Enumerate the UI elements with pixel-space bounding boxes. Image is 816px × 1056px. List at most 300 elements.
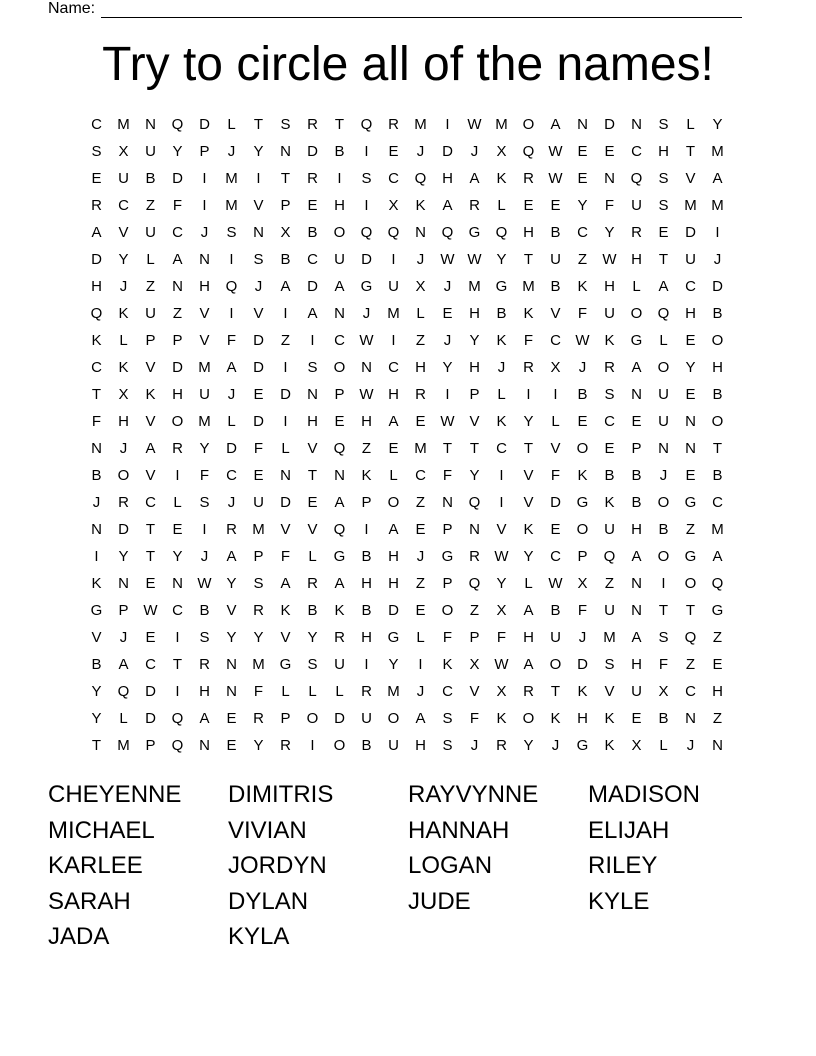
grid-letter[interactable]: M bbox=[414, 440, 427, 457]
grid-letter[interactable]: Y bbox=[523, 413, 534, 430]
grid-letter[interactable]: Z bbox=[685, 521, 696, 538]
grid-letter[interactable]: C bbox=[496, 440, 507, 457]
grid-letter[interactable]: V bbox=[307, 440, 318, 457]
grid-letter[interactable]: V bbox=[604, 683, 615, 700]
grid-letter[interactable]: W bbox=[494, 656, 509, 673]
grid-letter[interactable]: B bbox=[712, 467, 723, 484]
grid-letter[interactable]: R bbox=[307, 170, 318, 187]
grid-letter[interactable]: J bbox=[497, 359, 506, 376]
grid-letter[interactable]: O bbox=[333, 737, 346, 754]
grid-letter[interactable]: R bbox=[523, 359, 534, 376]
grid-letter[interactable]: C bbox=[604, 413, 615, 430]
grid-letter[interactable]: F bbox=[442, 467, 453, 484]
grid-letter[interactable]: J bbox=[470, 737, 479, 754]
grid-letter[interactable]: A bbox=[469, 170, 480, 187]
grid-letter[interactable]: H bbox=[361, 629, 372, 646]
grid-letter[interactable]: M bbox=[468, 278, 481, 295]
grid-letter[interactable]: J bbox=[92, 494, 101, 511]
grid-letter[interactable]: N bbox=[118, 575, 129, 592]
grid-letter[interactable]: Q bbox=[225, 278, 238, 295]
grid-letter[interactable]: N bbox=[631, 116, 642, 133]
grid-letter[interactable]: R bbox=[604, 359, 615, 376]
grid-letter[interactable]: I bbox=[229, 251, 234, 268]
grid-letter[interactable]: G bbox=[576, 737, 589, 754]
grid-letter[interactable]: H bbox=[631, 251, 642, 268]
grid-letter[interactable]: I bbox=[499, 467, 504, 484]
grid-letter[interactable]: H bbox=[469, 305, 480, 322]
grid-letter[interactable]: O bbox=[657, 494, 670, 511]
grid-letter[interactable]: G bbox=[333, 548, 346, 565]
grid-letter[interactable]: Z bbox=[415, 575, 426, 592]
grid-letter[interactable]: C bbox=[145, 656, 156, 673]
grid-letter[interactable]: P bbox=[469, 386, 480, 403]
grid-letter[interactable]: L bbox=[389, 467, 398, 484]
grid-letter[interactable]: C bbox=[685, 278, 696, 295]
grid-letter[interactable]: E bbox=[253, 467, 264, 484]
grid-letter[interactable]: I bbox=[310, 737, 315, 754]
grid-letter[interactable]: C bbox=[388, 359, 399, 376]
grid-letter[interactable]: R bbox=[172, 440, 183, 457]
grid-letter[interactable]: V bbox=[550, 305, 561, 322]
grid-letter[interactable]: H bbox=[631, 521, 642, 538]
grid-letter[interactable]: L bbox=[686, 116, 695, 133]
grid-letter[interactable]: E bbox=[685, 467, 696, 484]
grid-letter[interactable]: S bbox=[280, 116, 291, 133]
grid-letter[interactable]: O bbox=[711, 413, 724, 430]
grid-letter[interactable]: V bbox=[118, 224, 129, 241]
grid-letter[interactable]: D bbox=[604, 116, 615, 133]
grid-letter[interactable]: X bbox=[496, 683, 507, 700]
grid-letter[interactable]: D bbox=[172, 170, 183, 187]
name-underline[interactable] bbox=[101, 3, 742, 18]
grid-letter[interactable]: Q bbox=[333, 440, 346, 457]
grid-letter[interactable]: E bbox=[604, 440, 615, 457]
grid-letter[interactable]: K bbox=[145, 386, 156, 403]
grid-letter[interactable]: F bbox=[523, 332, 534, 349]
grid-letter[interactable]: L bbox=[119, 332, 128, 349]
grid-letter[interactable]: U bbox=[388, 737, 399, 754]
grid-letter[interactable]: V bbox=[91, 629, 102, 646]
grid-letter[interactable]: U bbox=[631, 197, 642, 214]
grid-letter[interactable]: H bbox=[604, 278, 615, 295]
grid-letter[interactable]: H bbox=[199, 278, 210, 295]
grid-letter[interactable]: R bbox=[91, 197, 102, 214]
grid-letter[interactable]: C bbox=[91, 116, 102, 133]
grid-letter[interactable]: R bbox=[523, 683, 534, 700]
grid-letter[interactable]: K bbox=[496, 413, 507, 430]
grid-letter[interactable]: O bbox=[387, 494, 400, 511]
grid-letter[interactable]: W bbox=[548, 170, 563, 187]
grid-letter[interactable]: I bbox=[364, 521, 369, 538]
grid-letter[interactable]: Z bbox=[415, 332, 426, 349]
grid-letter[interactable]: Q bbox=[117, 683, 130, 700]
grid-letter[interactable]: S bbox=[604, 656, 615, 673]
grid-letter[interactable]: D bbox=[145, 710, 156, 727]
grid-letter[interactable]: E bbox=[658, 224, 669, 241]
grid-letter[interactable]: A bbox=[415, 710, 426, 727]
grid-letter[interactable]: J bbox=[227, 386, 236, 403]
grid-letter[interactable]: U bbox=[145, 224, 156, 241]
grid-letter[interactable]: E bbox=[388, 440, 399, 457]
grid-letter[interactable]: Y bbox=[469, 332, 480, 349]
grid-letter[interactable]: U bbox=[604, 521, 615, 538]
grid-letter[interactable]: V bbox=[145, 359, 156, 376]
grid-letter[interactable]: N bbox=[631, 575, 642, 592]
grid-letter[interactable]: Z bbox=[577, 251, 588, 268]
grid-letter[interactable]: M bbox=[387, 683, 400, 700]
grid-letter[interactable]: V bbox=[496, 521, 507, 538]
grid-letter[interactable]: I bbox=[310, 332, 315, 349]
grid-letter[interactable]: I bbox=[499, 494, 504, 511]
grid-letter[interactable]: Q bbox=[468, 575, 481, 592]
grid-letter[interactable]: S bbox=[658, 629, 669, 646]
grid-letter[interactable]: M bbox=[711, 521, 724, 538]
grid-letter[interactable]: S bbox=[658, 197, 669, 214]
grid-letter[interactable]: P bbox=[253, 548, 264, 565]
grid-letter[interactable]: F bbox=[658, 656, 669, 673]
grid-letter[interactable]: L bbox=[227, 413, 236, 430]
grid-letter[interactable]: G bbox=[684, 494, 697, 511]
grid-letter[interactable]: I bbox=[202, 170, 207, 187]
grid-letter[interactable]: B bbox=[631, 494, 642, 511]
grid-letter[interactable]: E bbox=[388, 143, 399, 160]
grid-letter[interactable]: K bbox=[280, 602, 291, 619]
grid-letter[interactable]: B bbox=[550, 278, 561, 295]
grid-letter[interactable]: X bbox=[118, 386, 129, 403]
grid-letter[interactable]: R bbox=[280, 737, 291, 754]
grid-letter[interactable]: O bbox=[117, 467, 130, 484]
grid-letter[interactable]: H bbox=[307, 413, 318, 430]
grid-letter[interactable]: K bbox=[334, 602, 345, 619]
grid-letter[interactable]: L bbox=[308, 683, 317, 700]
grid-letter[interactable]: E bbox=[415, 413, 426, 430]
grid-letter[interactable]: L bbox=[659, 332, 668, 349]
grid-letter[interactable]: A bbox=[226, 548, 237, 565]
grid-letter[interactable]: H bbox=[523, 629, 534, 646]
grid-letter[interactable]: J bbox=[200, 224, 209, 241]
grid-letter[interactable]: U bbox=[658, 386, 669, 403]
word-search-grid[interactable] bbox=[83, 111, 731, 759]
grid-letter[interactable]: Q bbox=[657, 305, 670, 322]
grid-letter[interactable]: M bbox=[387, 305, 400, 322]
grid-letter[interactable]: Y bbox=[496, 251, 507, 268]
grid-letter[interactable]: U bbox=[604, 305, 615, 322]
grid-letter[interactable]: E bbox=[226, 737, 237, 754]
grid-letter[interactable]: S bbox=[658, 170, 669, 187]
grid-letter[interactable]: G bbox=[360, 278, 373, 295]
grid-letter[interactable]: P bbox=[631, 440, 642, 457]
grid-letter[interactable]: I bbox=[364, 656, 369, 673]
grid-letter[interactable]: Q bbox=[630, 170, 643, 187]
grid-letter[interactable]: K bbox=[496, 332, 507, 349]
grid-letter[interactable]: Z bbox=[685, 656, 696, 673]
grid-letter[interactable]: S bbox=[199, 629, 210, 646]
grid-letter[interactable]: L bbox=[632, 278, 641, 295]
grid-letter[interactable]: S bbox=[658, 116, 669, 133]
grid-letter[interactable]: Y bbox=[253, 629, 264, 646]
grid-letter[interactable]: C bbox=[712, 494, 723, 511]
grid-letter[interactable]: B bbox=[307, 224, 318, 241]
grid-letter[interactable]: A bbox=[550, 116, 561, 133]
grid-letter[interactable]: C bbox=[550, 332, 561, 349]
grid-letter[interactable]: J bbox=[659, 467, 668, 484]
grid-letter[interactable]: C bbox=[172, 602, 183, 619]
grid-letter[interactable]: Y bbox=[577, 197, 588, 214]
grid-letter[interactable]: I bbox=[391, 251, 396, 268]
grid-letter[interactable]: W bbox=[575, 332, 590, 349]
grid-letter[interactable]: N bbox=[226, 683, 237, 700]
grid-letter[interactable]: Y bbox=[91, 710, 102, 727]
grid-letter[interactable]: Q bbox=[684, 629, 697, 646]
grid-letter[interactable]: O bbox=[549, 656, 562, 673]
grid-letter[interactable]: L bbox=[524, 575, 533, 592]
grid-letter[interactable]: Y bbox=[118, 548, 129, 565]
grid-letter[interactable]: N bbox=[469, 521, 480, 538]
grid-letter[interactable]: W bbox=[467, 251, 482, 268]
grid-letter[interactable]: E bbox=[685, 332, 696, 349]
grid-letter[interactable]: J bbox=[119, 629, 128, 646]
grid-letter[interactable]: W bbox=[197, 575, 212, 592]
grid-letter[interactable]: Z bbox=[604, 575, 615, 592]
grid-letter[interactable]: Y bbox=[685, 359, 696, 376]
grid-letter[interactable]: H bbox=[388, 575, 399, 592]
grid-letter[interactable]: P bbox=[172, 332, 183, 349]
grid-letter[interactable]: R bbox=[334, 629, 345, 646]
grid-letter[interactable]: F bbox=[253, 683, 264, 700]
grid-letter[interactable]: X bbox=[280, 224, 291, 241]
grid-letter[interactable]: Q bbox=[468, 494, 481, 511]
grid-letter[interactable]: F bbox=[253, 440, 264, 457]
grid-letter[interactable]: A bbox=[388, 413, 399, 430]
grid-letter[interactable]: E bbox=[145, 575, 156, 592]
grid-letter[interactable]: Y bbox=[469, 467, 480, 484]
grid-letter[interactable]: C bbox=[685, 683, 696, 700]
grid-letter[interactable]: U bbox=[361, 710, 372, 727]
grid-letter[interactable]: E bbox=[685, 386, 696, 403]
grid-letter[interactable]: H bbox=[685, 305, 696, 322]
grid-letter[interactable]: P bbox=[442, 575, 453, 592]
grid-letter[interactable]: V bbox=[469, 413, 480, 430]
grid-letter[interactable]: O bbox=[576, 440, 589, 457]
grid-letter[interactable]: O bbox=[657, 548, 670, 565]
grid-letter[interactable]: E bbox=[577, 413, 588, 430]
grid-letter[interactable]: S bbox=[226, 224, 237, 241]
grid-letter[interactable]: Y bbox=[712, 116, 723, 133]
grid-letter[interactable]: A bbox=[334, 494, 345, 511]
grid-letter[interactable]: F bbox=[199, 467, 210, 484]
grid-letter[interactable]: V bbox=[253, 305, 264, 322]
grid-letter[interactable]: D bbox=[253, 332, 264, 349]
grid-letter[interactable]: E bbox=[523, 197, 534, 214]
grid-letter[interactable]: Q bbox=[711, 575, 724, 592]
grid-letter[interactable]: H bbox=[334, 197, 345, 214]
grid-letter[interactable]: Y bbox=[91, 683, 102, 700]
grid-letter[interactable]: R bbox=[469, 197, 480, 214]
grid-letter[interactable]: Y bbox=[523, 737, 534, 754]
grid-letter[interactable]: R bbox=[307, 575, 318, 592]
grid-letter[interactable]: T bbox=[550, 683, 561, 700]
grid-letter[interactable]: H bbox=[388, 386, 399, 403]
grid-letter[interactable]: C bbox=[91, 359, 102, 376]
grid-letter[interactable]: Q bbox=[171, 737, 184, 754]
grid-letter[interactable]: J bbox=[713, 251, 722, 268]
grid-letter[interactable]: T bbox=[442, 440, 453, 457]
grid-letter[interactable]: J bbox=[551, 737, 560, 754]
grid-letter[interactable]: L bbox=[227, 116, 236, 133]
grid-letter[interactable]: O bbox=[306, 710, 319, 727]
grid-letter[interactable]: L bbox=[146, 251, 155, 268]
grid-letter[interactable]: E bbox=[91, 170, 102, 187]
grid-letter[interactable]: I bbox=[364, 197, 369, 214]
grid-letter[interactable]: M bbox=[252, 521, 265, 538]
grid-letter[interactable]: G bbox=[495, 278, 508, 295]
grid-letter[interactable]: E bbox=[145, 629, 156, 646]
grid-letter[interactable]: P bbox=[280, 197, 291, 214]
grid-letter[interactable]: M bbox=[603, 629, 616, 646]
grid-letter[interactable]: J bbox=[119, 278, 128, 295]
grid-letter[interactable]: B bbox=[577, 386, 588, 403]
grid-letter[interactable]: B bbox=[658, 710, 669, 727]
grid-letter[interactable]: A bbox=[631, 629, 642, 646]
grid-letter[interactable]: U bbox=[658, 413, 669, 430]
grid-letter[interactable]: I bbox=[391, 332, 396, 349]
grid-letter[interactable]: M bbox=[198, 359, 211, 376]
grid-letter[interactable]: U bbox=[145, 305, 156, 322]
grid-letter[interactable]: K bbox=[604, 332, 615, 349]
grid-letter[interactable]: A bbox=[388, 521, 399, 538]
grid-letter[interactable]: A bbox=[226, 359, 237, 376]
grid-letter[interactable]: F bbox=[496, 629, 507, 646]
grid-letter[interactable]: A bbox=[712, 170, 723, 187]
grid-letter[interactable]: K bbox=[91, 575, 102, 592]
grid-letter[interactable]: P bbox=[334, 386, 345, 403]
grid-letter[interactable]: G bbox=[684, 548, 697, 565]
grid-letter[interactable]: G bbox=[90, 602, 103, 619]
grid-letter[interactable]: C bbox=[631, 143, 642, 160]
grid-letter[interactable]: E bbox=[415, 602, 426, 619]
grid-letter[interactable]: S bbox=[307, 359, 318, 376]
grid-letter[interactable]: U bbox=[118, 170, 129, 187]
grid-letter[interactable]: B bbox=[658, 521, 669, 538]
grid-letter[interactable]: R bbox=[253, 602, 264, 619]
grid-letter[interactable]: J bbox=[578, 359, 587, 376]
grid-letter[interactable]: U bbox=[550, 629, 561, 646]
grid-letter[interactable]: W bbox=[548, 575, 563, 592]
grid-letter[interactable]: H bbox=[523, 224, 534, 241]
grid-letter[interactable]: Q bbox=[495, 224, 508, 241]
grid-letter[interactable]: D bbox=[145, 683, 156, 700]
grid-letter[interactable]: B bbox=[307, 602, 318, 619]
grid-letter[interactable]: D bbox=[91, 251, 102, 268]
grid-letter[interactable]: S bbox=[91, 143, 102, 160]
grid-letter[interactable]: O bbox=[576, 521, 589, 538]
grid-letter[interactable]: N bbox=[577, 116, 588, 133]
grid-letter[interactable]: C bbox=[145, 494, 156, 511]
grid-letter[interactable]: F bbox=[172, 197, 183, 214]
grid-letter[interactable]: R bbox=[388, 116, 399, 133]
grid-letter[interactable]: K bbox=[496, 170, 507, 187]
grid-letter[interactable]: H bbox=[631, 656, 642, 673]
grid-letter[interactable]: F bbox=[469, 710, 480, 727]
grid-letter[interactable]: X bbox=[388, 197, 399, 214]
grid-letter[interactable]: O bbox=[522, 116, 535, 133]
grid-letter[interactable]: N bbox=[172, 278, 183, 295]
grid-letter[interactable]: N bbox=[631, 602, 642, 619]
grid-letter[interactable]: T bbox=[658, 602, 669, 619]
grid-letter[interactable]: X bbox=[496, 602, 507, 619]
grid-letter[interactable]: V bbox=[145, 413, 156, 430]
grid-letter[interactable]: I bbox=[661, 575, 666, 592]
grid-letter[interactable]: T bbox=[469, 440, 480, 457]
grid-letter[interactable]: N bbox=[604, 170, 615, 187]
name-field[interactable] bbox=[48, 0, 742, 18]
grid-letter[interactable]: L bbox=[497, 197, 506, 214]
grid-letter[interactable]: N bbox=[334, 305, 345, 322]
grid-letter[interactable]: Z bbox=[712, 629, 723, 646]
grid-letter[interactable]: N bbox=[199, 737, 210, 754]
grid-letter[interactable]: U bbox=[334, 656, 345, 673]
grid-letter[interactable]: W bbox=[440, 413, 455, 430]
grid-letter[interactable]: L bbox=[416, 629, 425, 646]
grid-letter[interactable]: F bbox=[226, 332, 237, 349]
grid-letter[interactable]: V bbox=[199, 332, 210, 349]
grid-letter[interactable]: X bbox=[658, 683, 669, 700]
grid-letter[interactable]: R bbox=[307, 116, 318, 133]
grid-letter[interactable]: E bbox=[172, 521, 183, 538]
grid-letter[interactable]: Z bbox=[415, 494, 426, 511]
grid-letter[interactable]: N bbox=[199, 251, 210, 268]
grid-letter[interactable]: J bbox=[227, 143, 236, 160]
grid-letter[interactable]: C bbox=[307, 251, 318, 268]
grid-letter[interactable]: I bbox=[337, 170, 342, 187]
grid-letter[interactable]: Y bbox=[253, 143, 264, 160]
grid-letter[interactable]: L bbox=[659, 737, 668, 754]
grid-letter[interactable]: V bbox=[550, 440, 561, 457]
grid-letter[interactable]: J bbox=[686, 737, 695, 754]
grid-letter[interactable]: Q bbox=[603, 548, 616, 565]
grid-letter[interactable]: G bbox=[711, 602, 724, 619]
grid-letter[interactable]: Y bbox=[172, 143, 183, 160]
grid-letter[interactable]: O bbox=[441, 602, 454, 619]
grid-letter[interactable]: I bbox=[526, 386, 531, 403]
grid-letter[interactable]: B bbox=[496, 305, 507, 322]
grid-letter[interactable]: C bbox=[415, 467, 426, 484]
grid-letter[interactable]: C bbox=[442, 683, 453, 700]
grid-letter[interactable]: G bbox=[387, 629, 400, 646]
grid-letter[interactable]: M bbox=[225, 197, 238, 214]
grid-letter[interactable]: S bbox=[442, 737, 453, 754]
grid-letter[interactable]: K bbox=[415, 197, 426, 214]
grid-letter[interactable]: G bbox=[279, 656, 292, 673]
grid-letter[interactable]: Y bbox=[523, 548, 534, 565]
grid-letter[interactable]: K bbox=[523, 305, 534, 322]
grid-letter[interactable]: W bbox=[602, 251, 617, 268]
grid-letter[interactable]: I bbox=[715, 224, 720, 241]
grid-letter[interactable]: S bbox=[199, 494, 210, 511]
grid-letter[interactable]: K bbox=[604, 710, 615, 727]
grid-letter[interactable]: H bbox=[442, 170, 453, 187]
grid-letter[interactable]: A bbox=[631, 359, 642, 376]
grid-letter[interactable]: S bbox=[361, 170, 372, 187]
grid-letter[interactable]: J bbox=[578, 629, 587, 646]
grid-letter[interactable]: A bbox=[145, 440, 156, 457]
grid-letter[interactable]: R bbox=[118, 494, 129, 511]
grid-letter[interactable]: H bbox=[577, 710, 588, 727]
grid-letter[interactable]: Z bbox=[712, 710, 723, 727]
grid-letter[interactable]: A bbox=[280, 278, 291, 295]
grid-letter[interactable]: H bbox=[415, 359, 426, 376]
grid-letter[interactable]: N bbox=[361, 359, 372, 376]
